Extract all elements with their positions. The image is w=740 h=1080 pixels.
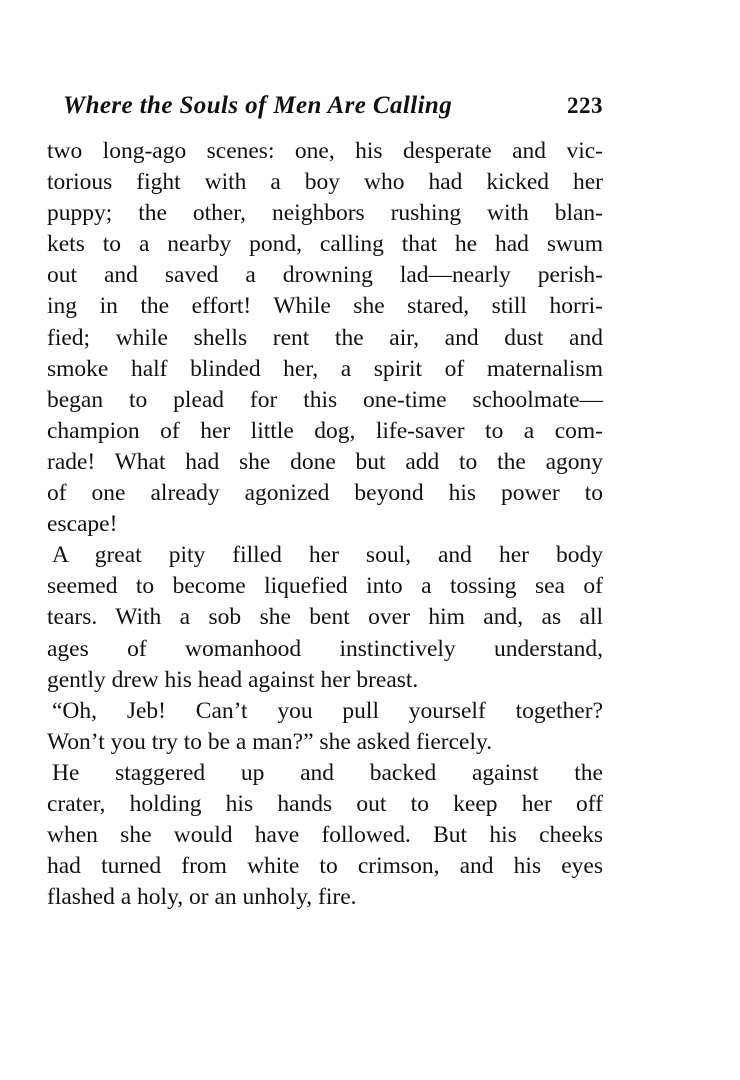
text-line: A great pity filled her soul, and her body	[52, 542, 603, 569]
text-line: escape!	[47, 511, 118, 538]
text-line: had turned from white to crimson, and his eyes	[47, 853, 603, 880]
text-line: two long-ago scenes: one, his desperate and vic-	[47, 138, 603, 164]
text-line: out and saved a drowning lad—nearly perish-	[47, 262, 603, 289]
text-line: puppy; the other, neighbors rushing with blan-	[47, 200, 603, 227]
text-line: when she would have followed. But his cheeks	[47, 822, 603, 849]
text-line: He staggered up and backed against the	[52, 759, 603, 786]
text-line: of one already agonized beyond his power to	[47, 480, 603, 507]
text-line: crater, holding his hands out to keep her off	[47, 790, 603, 817]
text-line: gently drew his head against her breast.	[47, 666, 419, 693]
text-line: tears. With a sob she bent over him and, as all	[47, 604, 603, 631]
text-line: kets to a nearby pond, calling that he had swum	[47, 231, 603, 258]
text-line: torious fight with a boy who had kicked her	[47, 169, 603, 196]
text-line: flashed a holy, or an unholy, fire.	[47, 884, 357, 911]
book-page	[47, 92, 603, 913]
body-text	[47, 136, 603, 913]
text-line: began to plead for this one-time schoolmate—	[47, 386, 603, 413]
text-line: ing in the effort! While she stared, still horri-	[47, 293, 603, 320]
text-line: smoke half blinded her, a spirit of maternalism	[47, 355, 603, 382]
text-line: Won’t you try to be a man?” she asked fiercely.	[47, 728, 493, 755]
text-line: seemed to become liquefied into a tossing sea of	[47, 573, 603, 600]
running-title: Where the Souls of Men Are Calling	[63, 92, 453, 119]
text-line: champion of her little dog, life-saver to a com-	[47, 417, 603, 444]
text-line: “Oh, Jeb! Can’t you pull yourself together?	[52, 697, 603, 724]
text-line: fied; while shells rent the air, and dust and	[47, 324, 603, 351]
running-head	[63, 92, 603, 136]
text-line: ages of womanhood instinctively understand,	[47, 635, 603, 662]
page-number: 223	[567, 93, 603, 118]
text-line: rade! What had she done but add to the agony	[47, 448, 603, 475]
